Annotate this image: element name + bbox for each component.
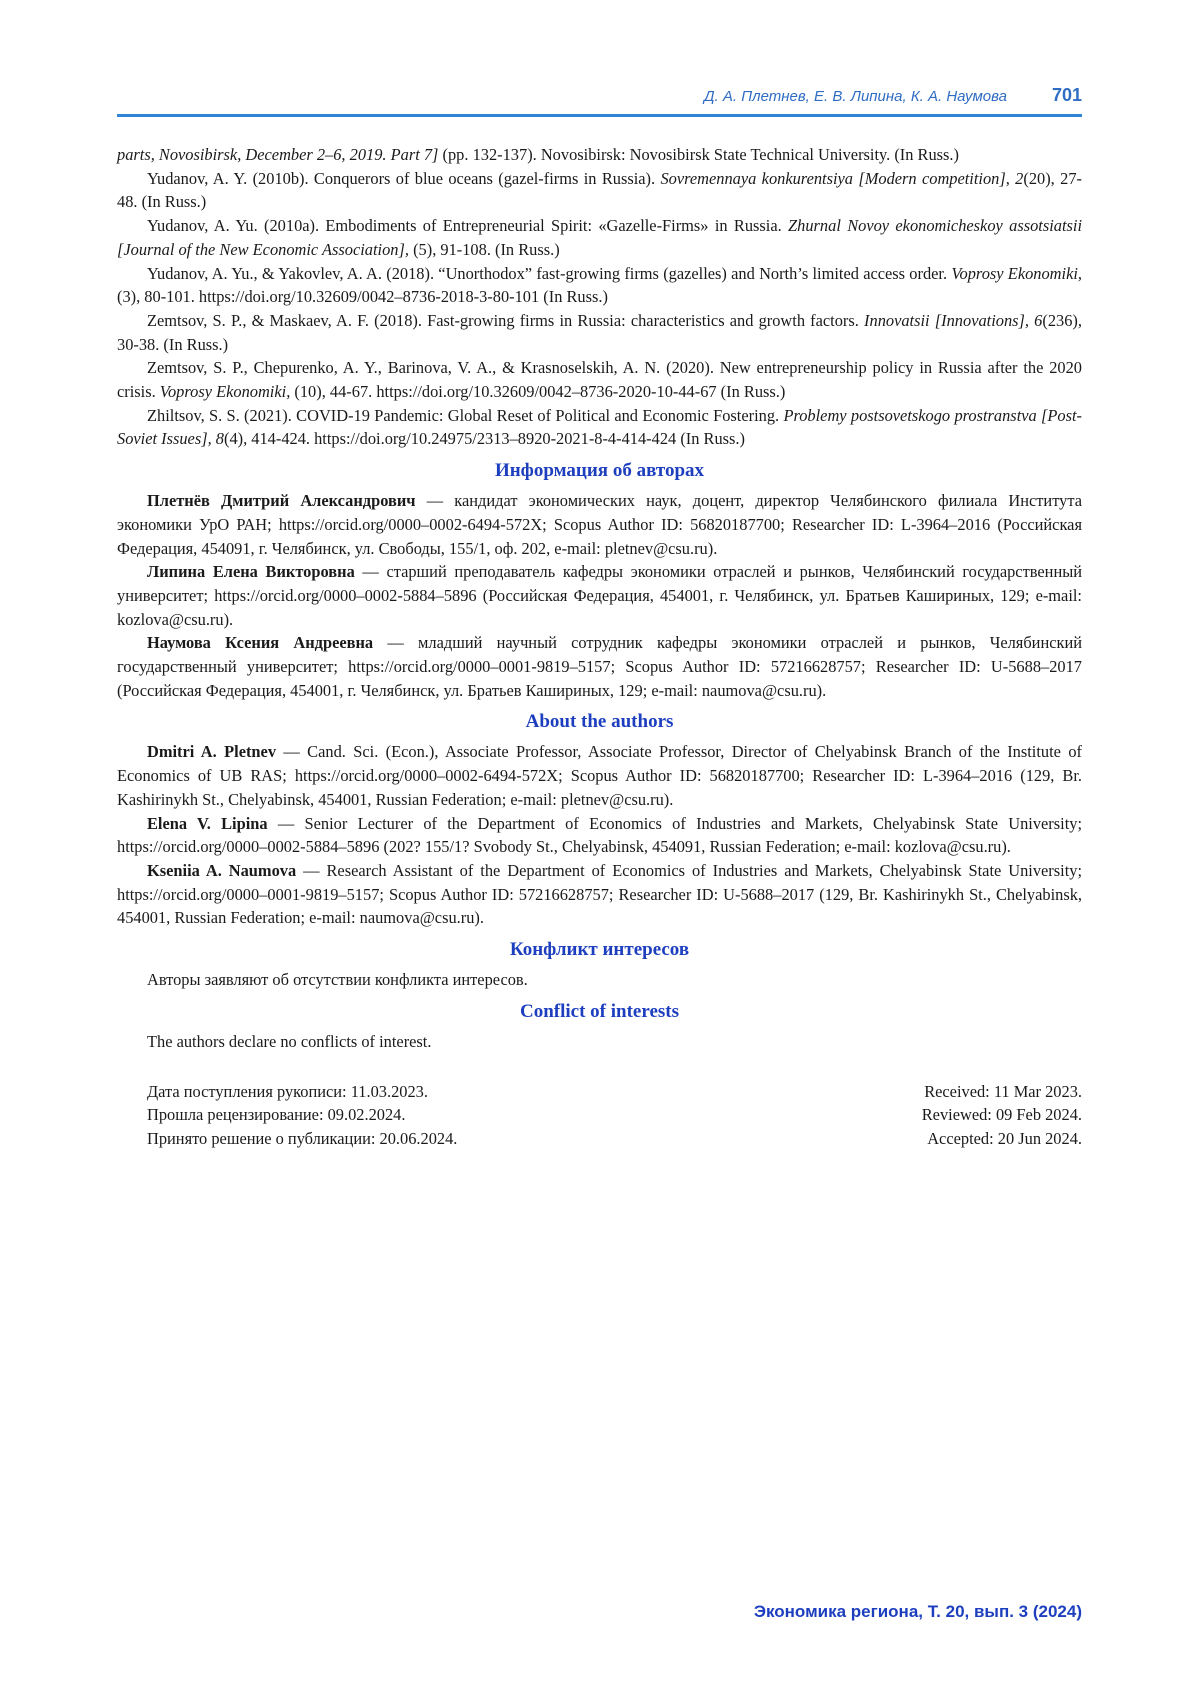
dates-en xyxy=(922,1080,1082,1151)
header-authors: Д. А. Плетнев, Е. В. Липина, К. А. Наумова xyxy=(704,88,1007,105)
date-accepted-en: Accepted: 20 Jun 2024. xyxy=(927,1128,1082,1148)
section-title-conflict-en: Conflict of interests xyxy=(519,1000,679,1022)
reference-item: parts, Novosibirsk, December 2–6, 2019. Part 7] (pp. 132-137). Novosibirsk: Novosibirsk State Technical University. (In Russ.) xyxy=(117,145,959,164)
conflict-statement-ru: Авторы заявляют об отсутствии конфликта интересов. xyxy=(147,970,528,990)
author-bio-ru: Липина Елена Викторовна — старший преподаватель кафедры экономики отраслей и рынков, Челябинский государственный университет; https://orcid.org/0000–0002-5884–5896 (Российская Федерация, 454001, г. Челябинск, ул. Братьев Кашириных, 129; e-mail: kozlova@csu.ru). xyxy=(117,562,1082,629)
dates-ru xyxy=(117,1080,457,1151)
reference-item: Zemtsov, S. P., Chepurenko, A. Y., Barinova, V. A., & Krasnoselskih, A. N. (2020). New entrepreneurship policy in Russia after the 2020 crisis. Voprosy Ekonomiki, (10), 44-67. https://doi.org/10.32609/0042–8736-2020-10-44-67 (In Russ.) xyxy=(117,358,1082,402)
author-name: Dmitri A. Pletnev xyxy=(147,742,277,762)
page-number: 701 xyxy=(1051,85,1082,105)
page-content xyxy=(117,143,1082,1151)
reference-item: Yudanov, A. Yu. (2010a). Embodiments of Entrepreneurial Spirit: «Gazelle-Firms» in Russia. Zhurnal Novoy ekonomicheskoy assotsiatsii [Journal of the New Economic Association], (5), 91-108. (In Russ.) xyxy=(117,216,1082,259)
author-name: Kseniia A. Naumova xyxy=(147,860,297,880)
date-reviewed-ru: Прошла рецензирование: 09.02.2024. xyxy=(147,1105,406,1125)
reference-item: Zhiltsov, S. S. (2021). COVID-19 Pandemic: Global Reset of Political and Economic Fostering. Problemy postsovetskogo prostranstva [Post-Soviet Issues], 8(4), 414-424. https://doi.org/10.24975/2313–8920-2021-8-4-414-424 (In Russ.) xyxy=(117,405,1083,449)
section-title-authors-en: About the authors xyxy=(525,711,674,733)
date-received-ru: Дата поступления рукописи: 11.03.2023. xyxy=(147,1081,428,1101)
conflict-statement-en: The authors declare no conflicts of interest. xyxy=(147,1031,432,1051)
date-accepted-ru: Принято решение о публикации: 20.06.2024. xyxy=(147,1128,458,1148)
author-bio-en: Elena V. Lipina — Senior Lecturer of the Department of Economics of Industries and Markets, Chelyabinsk State University; https://orcid.org/0000–0002-5884–5896 (202? 155/1? Svobody St., Chelyabinsk, 454091, Russian Federation; e-mail: kozlova@csu.ru). xyxy=(117,813,1082,857)
manuscript-dates xyxy=(117,1080,1082,1151)
date-received-en: Received: 11 Mar 2023. xyxy=(924,1081,1082,1101)
author-name: Плетнёв Дмитрий Александрович xyxy=(147,491,416,511)
reference-item: Yudanov, A. Yu., & Yakovlev, A. A. (2018). “Unorthodox” fast-growing firms (gazelles) and North’s limited access order. Voprosy Ekonomiki, (3), 80-101. https://doi.org/10.32609/0042–8736-2018-3-80-101 (In Russ.) xyxy=(117,263,1082,307)
section-title-conflict-ru: Конфликт интересов xyxy=(509,939,690,961)
reference-item: Zemtsov, S. P., & Maskaev, A. F. (2018). Fast-growing firms in Russia: characteristics and growth factors. Innovatsii [Innovations], 6(236), 30-38. (In Russ.) xyxy=(117,310,1082,354)
author-name: Наумова Ксения Андреевна xyxy=(147,633,374,653)
header-divider xyxy=(117,114,1082,117)
author-bio-en: Kseniia A. Naumova — Research Assistant of the Department of Economics of Industries and Markets, Chelyabinsk State University; https://orcid.org/0000–0001-9819–5157; Scopus Author ID: 57216628757; Researcher ID: U-5688–2017 (129, Br. Kashirinykh St., Chelyabinsk, 454001, Russian Federation; e-mail: naumova@csu.ru). xyxy=(117,860,1083,928)
date-reviewed-en: Reviewed: 09 Feb 2024. xyxy=(921,1105,1082,1125)
author-bio-en: Dmitri A. Pletnev — Cand. Sci. (Econ.), Associate Professor, Associate Professor, Director of Chelyabinsk Branch of the Institute of Economics of UB RAS; https://orcid.org/0000–0002-6494-572X; Scopus Author ID: 56820187700; Researcher ID: L-3964–2016 (129, Br. Kashirinykh St., Chelyabinsk, 454001, Russian Federation; e-mail: pletnev@csu.ru). xyxy=(117,742,1082,809)
author-name: Elena V. Lipina xyxy=(147,813,268,833)
author-bio-ru: Плетнёв Дмитрий Александрович — кандидат экономических наук, доцент, директор Челябинского филиала Института экономики УрО РАН; https://orcid.org/0000–0002-6494-572X; Scopus Author ID: 56820187700; Researcher ID: L-3964–2016 (Российская Федерация, 454091, г. Челябинск, ул. Свободы, 155/1, оф. 202, e-mail: pletnev@csu.ru). xyxy=(117,491,1082,558)
journal-footer: Экономика региона, Т. 20, вып. 3 (2024) xyxy=(753,1602,1082,1621)
author-name: Липина Елена Викторовна xyxy=(147,562,355,582)
section-title-authors-ru: Информация об авторах xyxy=(494,460,705,482)
reference-item: Yudanov, A. Y. (2010b). Conquerors of blue oceans (gazel-firms in Russia). Sovremennaya konkurentsiya [Modern competition], 2(20), 27-48. (In Russ.) xyxy=(117,168,1082,212)
running-header xyxy=(117,84,1082,114)
author-bio-ru: Наумова Ксения Андреевна — младший научный сотрудник кафедры экономики отраслей и рынков, Челябинский государственный университет; https://orcid.org/0000–0001-9819–5157; Scopus Author ID: 57216628757; Researcher ID: U-5688–2017 (Российская Федерация, 454001, г. Челябинск, ул. Братьев Кашириных, 129; e-mail: naumova@csu.ru). xyxy=(117,633,1082,700)
